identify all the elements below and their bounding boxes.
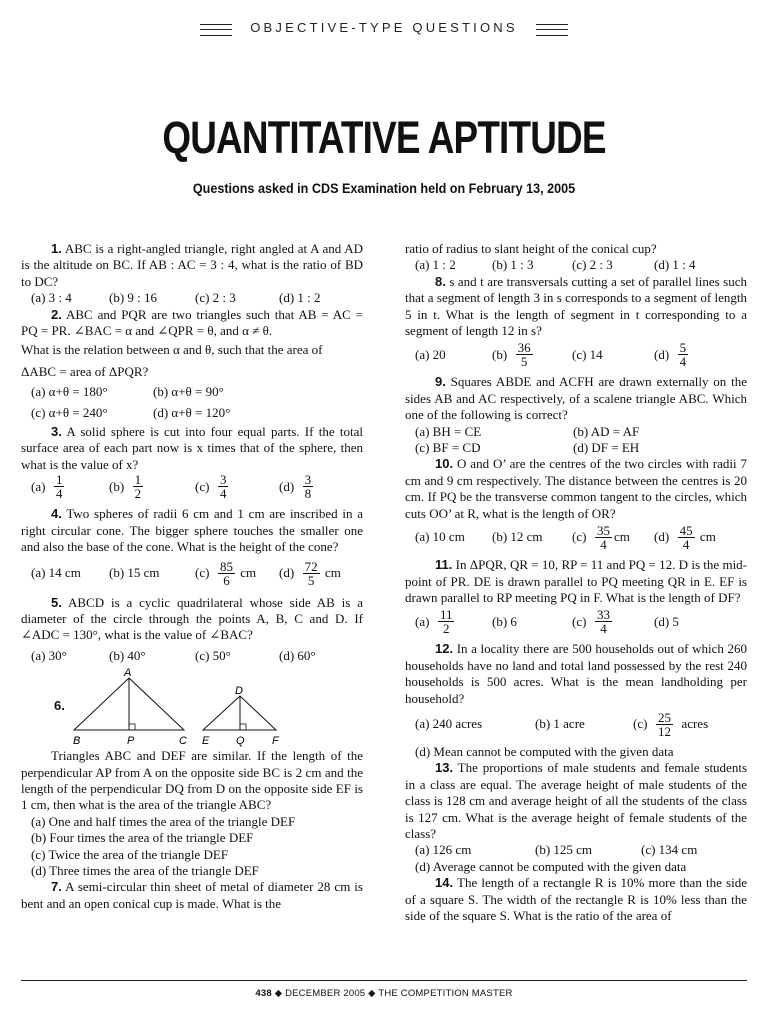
option: (d) $\frac{3}{8}$ <box>279 472 312 502</box>
option: (b) 40° <box>109 647 146 663</box>
option: (b) 12 cm <box>492 529 543 545</box>
option: (d) Average cannot be computed with the given data <box>415 858 687 874</box>
right-column <box>405 241 747 924</box>
question-9-options <box>405 440 747 456</box>
question-12: 12. In a locality there are 500 households out of which 260 households have no land and total land possessed by the rest 240 households is 500 acres. What is the mean landholding per household? <box>405 641 748 706</box>
option: (a) One and half times the area of the triangle DEF <box>31 813 296 829</box>
question-2-text: What is the relation between α and θ, such that the area of <box>21 342 323 358</box>
option: (c) $\frac{3}{4}$ <box>195 472 227 502</box>
diamond-icon: ◆ <box>368 988 376 999</box>
option: (b) 1 acre <box>535 716 585 732</box>
page-footer <box>0 988 768 999</box>
fraction: $\frac{3}{4}$ <box>219 472 227 502</box>
option: (a) 30° <box>31 647 67 663</box>
fraction: $\frac{36}{5}$ <box>517 340 531 370</box>
option: (c) 2 : 3 <box>195 290 236 306</box>
fraction: $\frac{1}{4}$ <box>55 472 63 502</box>
question-8: 8. s and t are transversals cutting a set of parallel lines such that a segment of length 3 in s corresponds to a segment of length 5 in t. What is the length of segment in t corresponding to a segment of length 12 in s? <box>405 273 747 339</box>
question-12-options <box>405 711 747 738</box>
vertex-label: Q <box>236 735 245 748</box>
question-10-options <box>405 524 747 551</box>
question-10: 10. O and O’ are the centres of the two circles with radii 7 cm and 9 cm respectively. The distance between the centres is 20 cm. If PQ be the transverse common tangent to the circles, which cuts OO’ at R, what is the length of OR? <box>405 456 748 521</box>
similar-triangles-diagram <box>21 666 363 748</box>
option: (c) $\frac{33}{4}$ <box>572 607 610 637</box>
question-3-options <box>21 473 363 500</box>
option: (b) 15 cm <box>109 564 160 580</box>
option: (b) 6 <box>492 613 517 629</box>
question-2-options <box>21 384 363 400</box>
question-6: Triangles ABC and DEF are similar. If the length of the perpendicular AP from A on the opposite side BC is 2 cm and the length of the perpendicular DQ from D on the opposite side EF is 1 cm, then what is the area of the triangle ABC? <box>21 748 363 813</box>
option: (c) $\frac{35}{4}$ cm <box>572 523 630 553</box>
question-1: 1. ABC is a right-angled triangle, right angled at A and AD is the altitude on BC. If AB : AC = 3 : 4, what is the ratio of BD to DC? <box>21 241 363 289</box>
question-6-figure <box>21 666 363 748</box>
question-9: 9. Squares ABDE and ACFH are drawn externally on the sides AB and AC respectively, of a scalene triangle ABC. Which one of the following is correct? <box>405 374 747 423</box>
option: (d) 60° <box>279 647 316 663</box>
option: (a) α+θ = 180° <box>31 384 108 400</box>
option: (b) 125 cm <box>535 842 593 858</box>
option: (b) α+θ = 90° <box>153 384 224 400</box>
page-number: 438 <box>255 988 272 999</box>
option: (d) 5 <box>654 613 679 629</box>
option: (c) Twice the area of the triangle DEF <box>31 846 229 862</box>
option: (b) $\frac{36}{5}$ <box>492 340 531 370</box>
option: (c) 14 <box>572 346 603 362</box>
question-1-options <box>21 290 363 306</box>
option: (b) $\frac{1}{2}$ <box>109 472 142 502</box>
option: (c) 50° <box>195 647 231 663</box>
question-2-text: ΔABC = area of ΔPQR? <box>21 363 149 379</box>
question-7-options <box>405 257 747 273</box>
question-11: 11. In ΔPQR, QR = 10, RP = 11 and PQ = 12. D is the mid-point of PR. DE is drawn parallel to PQ meeting QR in E. EF is drawn parallel to RP meeting PQ in F. What is the length of DF? <box>405 557 748 605</box>
left-column <box>21 241 363 912</box>
option: (a) $\frac{11}{2}$ <box>415 607 453 637</box>
question-4: 4. Two spheres of radii 6 cm and 1 cm are inscribed in a right circular cone. The bigger sphere touches the smaller one and also the base of the cone. What is the height of the cone? <box>21 506 364 555</box>
fraction: $\frac{3}{8}$ <box>304 472 312 502</box>
section-banner <box>0 20 768 42</box>
question-2: 2. ABC and PQR are two triangles such that AB = AC = PQ = PR. ∠BAC = α and ∠QPR = θ, and α ≠ θ. <box>21 306 363 339</box>
banner-rule-right <box>536 24 568 36</box>
question-4-options <box>21 560 363 587</box>
question-5: 5. ABCD is a cyclic quadrilateral whose side AB is a diameter of the circle through the points A, B, C and D. If ∠ADC = 130°, what is the value of ∠BAC? <box>21 594 363 643</box>
option: (c) 134 cm <box>641 842 698 858</box>
option: (a) $\frac{1}{4}$ <box>31 472 63 502</box>
option: (d) DF = EH <box>573 440 640 456</box>
vertex-label: F <box>272 735 279 748</box>
option: (a) 240 acres <box>415 716 483 732</box>
fraction: $\frac{1}{2}$ <box>134 472 142 502</box>
option: (b) AD = AF <box>573 423 640 439</box>
option: (c) $\frac{25}{12}$ acres <box>633 709 709 739</box>
section-heading: OBJECTIVE-TYPE QUESTIONS <box>250 20 518 35</box>
option: (d) 1 : 4 <box>654 257 696 273</box>
fraction: $\frac{72}{5}$ <box>304 558 318 588</box>
option: (d) $\frac{5}{4}$ <box>654 340 687 370</box>
option: (d) 1 : 2 <box>279 290 321 306</box>
option: (d) α+θ = 120° <box>153 404 231 420</box>
fraction: $\frac{85}{6}$ <box>219 558 233 588</box>
option: (d) $\frac{72}{5}$ cm <box>279 558 341 588</box>
page-subtitle: Questions asked in CDS Examination held on February 13, 2005 <box>192 180 576 196</box>
question-8-options <box>405 341 747 368</box>
option: (c) α+θ = 240° <box>31 404 108 420</box>
vertex-label: D <box>235 685 243 698</box>
question-13: 13. The proportions of male students and female students in a class are equal. The average height of male students of the class is 128 cm and average height of all the students of the class is 127 cm. What is the average height of female students of the class? <box>405 760 748 841</box>
option: (a) 20 <box>415 346 446 362</box>
vertex-label: P <box>127 735 135 748</box>
option: (a) 126 cm <box>415 842 472 858</box>
question-9-options <box>405 424 747 440</box>
option: (a) BH = CE <box>415 423 482 439</box>
fraction: $\frac{33}{4}$ <box>596 607 610 637</box>
option: (a) 1 : 2 <box>415 257 456 273</box>
magazine-name: THE COMPETITION MASTER <box>378 988 513 999</box>
option: (c) 2 : 3 <box>572 257 613 273</box>
option: (b) 9 : 16 <box>109 290 158 306</box>
vertex-label: A <box>124 667 132 680</box>
option: (a) 10 cm <box>415 529 465 545</box>
question-14: 14. The length of a rectangle R is 10% more than the side of a square S. The width of the rectangle R is 10% less than the side of the square S. What is the ratio of the area of <box>405 875 748 923</box>
option: (c) $\frac{85}{6}$ cm <box>195 558 257 588</box>
question-3: 3. A solid sphere is cut into four equal parts. If the total surface area of each part now is x times that of the sphere, then what is the value of x? <box>21 424 363 472</box>
page-title: QUANTITATIVE APTITUDE <box>162 112 606 163</box>
question-13-options <box>405 842 747 858</box>
vertex-label: B <box>73 735 81 748</box>
question-11-options <box>405 608 747 635</box>
option: (a) 3 : 4 <box>31 290 72 306</box>
issue-date: DECEMBER 2005 <box>285 988 366 999</box>
question-2-options <box>21 405 363 421</box>
diamond-icon: ◆ <box>274 988 283 999</box>
option: (b) 1 : 3 <box>492 257 534 273</box>
question-5-options <box>21 648 363 664</box>
fraction: $\frac{35}{4}$ <box>596 523 610 553</box>
fraction: $\frac{25}{12}$ <box>657 709 671 739</box>
fraction: $\frac{5}{4}$ <box>679 340 687 370</box>
option: (d) Mean cannot be computed with the given data <box>415 743 674 759</box>
option: (d) Three times the area of the triangle DEF <box>31 862 259 878</box>
question-7: 7. A semi-circular thin sheet of metal of diameter 28 cm is bent and an open conical cup is made. What is the <box>21 879 363 911</box>
vertex-label: E <box>202 735 210 748</box>
option: (c) BF = CD <box>415 440 481 456</box>
footer-rule <box>21 980 747 981</box>
option: (a) 14 cm <box>31 564 81 580</box>
question-6-number: 6. <box>54 698 65 714</box>
question-7-continued: ratio of radius to slant height of the conical cup? <box>405 241 657 256</box>
fraction: $\frac{11}{2}$ <box>439 607 453 637</box>
vertex-label: C <box>179 735 187 748</box>
banner-rule-left <box>200 24 232 36</box>
option: (b) Four times the area of the triangle DEF <box>31 830 254 846</box>
fraction: $\frac{45}{4}$ <box>679 523 693 553</box>
option: (d) $\frac{45}{4}$ cm <box>654 523 716 553</box>
